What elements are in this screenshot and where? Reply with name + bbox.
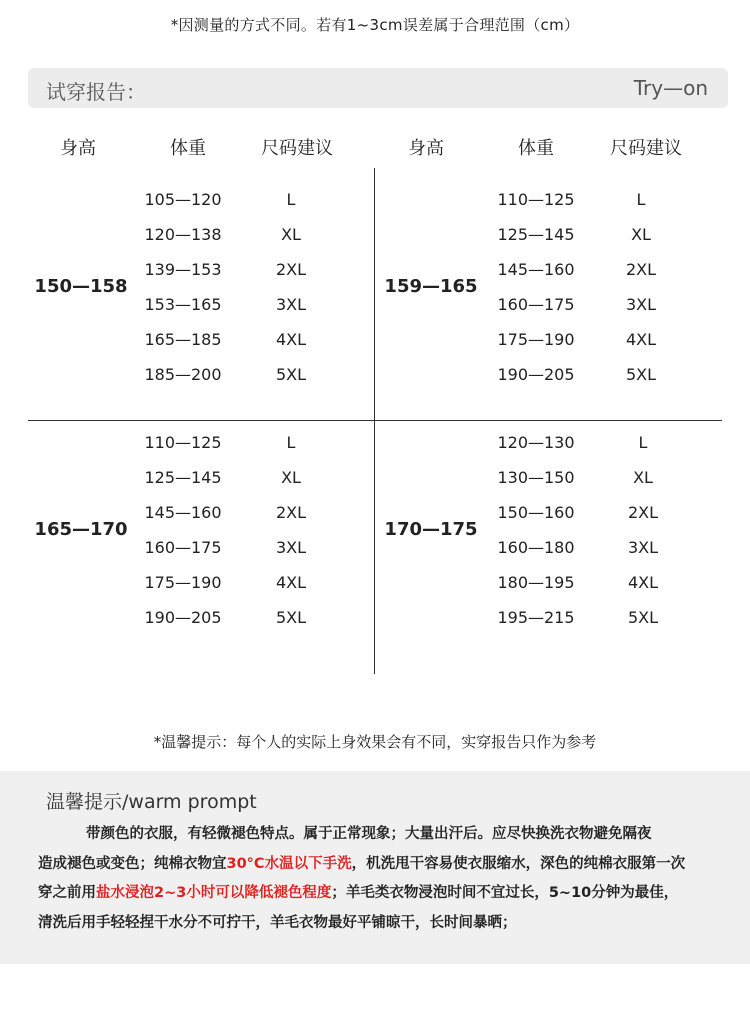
prompt-line-4: 清洗后用手轻轻捏干水分不可拧干，羊毛衣物最好平铺晾干，长时间暴晒； bbox=[38, 914, 517, 931]
table-row bbox=[28, 190, 374, 225]
header-weight-left: 体重 bbox=[170, 138, 206, 159]
size-cell: 5XL bbox=[275, 608, 307, 627]
prompt-line-2-b: ，机洗甩干容易使衣服缩水，深色的纯棉衣服第一次 bbox=[351, 855, 686, 872]
weight-cell: 145—160 bbox=[497, 260, 575, 279]
weight-cell: 180—195 bbox=[497, 573, 575, 592]
height-range: 150—158 bbox=[34, 276, 128, 297]
size-cell: 2XL bbox=[275, 503, 307, 522]
size-cell: 3XL bbox=[625, 295, 657, 314]
weight-cell: 160—175 bbox=[144, 538, 222, 557]
weight-cell: 165—185 bbox=[144, 330, 222, 349]
tryon-title-en: Try—on bbox=[633, 76, 708, 100]
size-cell: 3XL bbox=[627, 538, 659, 557]
fit-disclaimer-note: *温馨提示：每个人的实际上身效果会有不同，实穿报告只作为参考 bbox=[153, 733, 597, 751]
table-row bbox=[28, 608, 374, 643]
table-vertical-divider bbox=[374, 168, 375, 674]
warm-prompt-section bbox=[0, 771, 750, 964]
weight-cell: 150—160 bbox=[497, 503, 575, 522]
header-size-left: 尺码建议 bbox=[261, 138, 333, 159]
weight-cell: 139—153 bbox=[144, 260, 222, 279]
table-row bbox=[28, 260, 374, 295]
prompt-line-3-b: ；羊毛类衣物浸泡时间不宜过长，5~10分钟为最佳， bbox=[331, 885, 679, 901]
weight-cell: 175—190 bbox=[144, 573, 222, 592]
size-cell: L bbox=[286, 190, 296, 209]
table-row bbox=[28, 538, 374, 573]
warm-prompt-body bbox=[38, 820, 728, 938]
weight-cell: 105—120 bbox=[144, 190, 222, 209]
weight-cell: 160—175 bbox=[497, 295, 575, 314]
weight-cell: 110—125 bbox=[144, 433, 222, 452]
weight-cell: 195—215 bbox=[497, 608, 575, 627]
weight-cell: 125—145 bbox=[497, 225, 575, 244]
table-row bbox=[28, 433, 374, 468]
prompt-line-3-a: 穿之前用 bbox=[38, 885, 96, 901]
size-cell: 3XL bbox=[275, 538, 307, 557]
weight-cell: 160—180 bbox=[497, 538, 575, 557]
height-range: 159—165 bbox=[384, 276, 478, 297]
table-row bbox=[376, 573, 722, 608]
size-cell: 2XL bbox=[627, 503, 659, 522]
size-cell: L bbox=[636, 190, 646, 209]
weight-cell: 120—138 bbox=[144, 225, 222, 244]
size-cell: XL bbox=[633, 468, 653, 487]
size-cell: XL bbox=[281, 225, 301, 244]
table-row bbox=[28, 225, 374, 260]
weight-cell: 110—125 bbox=[497, 190, 575, 209]
header-height-right: 身高 bbox=[408, 138, 444, 159]
weight-cell: 130—150 bbox=[497, 468, 575, 487]
size-cell: 2XL bbox=[275, 260, 307, 279]
table-row bbox=[28, 295, 374, 330]
prompt-line-2 bbox=[38, 850, 728, 880]
prompt-line-1: 带颜色的衣服，有轻微褪色特点。属于正常现象；大量出汗后。应尽快换洗衣物避免隔夜 bbox=[86, 826, 652, 842]
size-cell: 2XL bbox=[625, 260, 657, 279]
salt-soak-highlight: 盐水浸泡2~3小时可以降低褪色程度 bbox=[96, 885, 332, 901]
header-size-right: 尺码建议 bbox=[610, 138, 682, 159]
size-cell: XL bbox=[281, 468, 301, 487]
table-row bbox=[376, 433, 722, 468]
weight-cell: 175—190 bbox=[497, 330, 575, 349]
table-row bbox=[28, 573, 374, 608]
table-row bbox=[376, 260, 722, 295]
table-horizontal-divider bbox=[28, 420, 722, 421]
height-range: 165—170 bbox=[34, 519, 128, 540]
weight-cell: 153—165 bbox=[144, 295, 222, 314]
size-cell: 5XL bbox=[275, 365, 307, 384]
table-row bbox=[376, 190, 722, 225]
height-range: 170—175 bbox=[384, 519, 478, 540]
size-cell: L bbox=[286, 433, 296, 452]
table-row bbox=[376, 365, 722, 400]
tryon-title: 试穿报告： bbox=[46, 80, 146, 104]
size-cell: L bbox=[638, 433, 648, 452]
weight-cell: 190—205 bbox=[497, 365, 575, 384]
wash-temperature-highlight: 30°C水温以下手洗 bbox=[226, 855, 352, 872]
header-weight-right: 体重 bbox=[518, 138, 554, 159]
weight-cell: 145—160 bbox=[144, 503, 222, 522]
table-row bbox=[28, 330, 374, 365]
size-cell: 4XL bbox=[275, 573, 307, 592]
warm-prompt-title: 温馨提示/warm prompt bbox=[46, 791, 257, 813]
table-row bbox=[376, 503, 722, 538]
size-cell: 4XL bbox=[627, 573, 659, 592]
prompt-line-3 bbox=[38, 879, 728, 909]
size-cell: 3XL bbox=[275, 295, 307, 314]
weight-cell: 190—205 bbox=[144, 608, 222, 627]
weight-cell: 185—200 bbox=[144, 365, 222, 384]
table-row bbox=[28, 468, 374, 503]
table-row bbox=[376, 225, 722, 260]
table-row bbox=[376, 538, 722, 573]
size-cell: XL bbox=[631, 225, 651, 244]
size-cell: 4XL bbox=[625, 330, 657, 349]
header-height-left: 身高 bbox=[60, 138, 96, 159]
table-row bbox=[376, 468, 722, 503]
weight-cell: 125—145 bbox=[144, 468, 222, 487]
weight-cell: 120—130 bbox=[497, 433, 575, 452]
size-cell: 5XL bbox=[627, 608, 659, 627]
tryon-header-bar bbox=[28, 68, 728, 108]
table-row bbox=[28, 503, 374, 538]
size-cell: 5XL bbox=[625, 365, 657, 384]
measurement-note: *因测量的方式不同。若有1~3cm误差属于合理范围（cm） bbox=[170, 16, 580, 34]
table-row bbox=[28, 365, 374, 400]
table-row bbox=[376, 608, 722, 643]
table-row bbox=[376, 295, 722, 330]
size-cell: 4XL bbox=[275, 330, 307, 349]
prompt-line-2-a: 造成褪色或变色；纯棉衣物宜 bbox=[38, 855, 227, 872]
table-row bbox=[376, 330, 722, 365]
